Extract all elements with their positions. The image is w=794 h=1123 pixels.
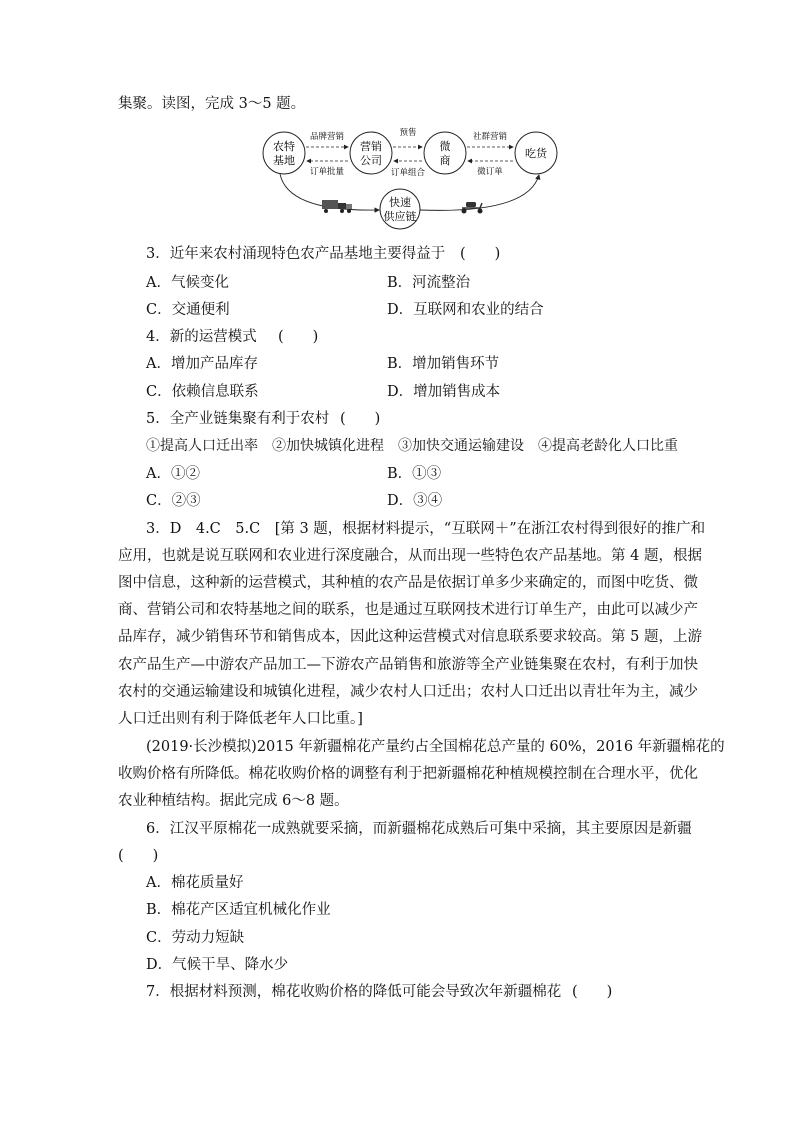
q3-option-a: A．气候变化 bbox=[146, 275, 229, 291]
answer-line-2: 应用，也就是说互联网和农业进行深度融合，从而出现一些特色农产品基地。第 4 题，根据 bbox=[118, 548, 702, 564]
edge-label-order-batch: 订单批量 bbox=[309, 167, 345, 177]
supply-chain-diagram bbox=[258, 124, 558, 230]
node-farm-base-label-2: 基地 bbox=[273, 154, 295, 167]
answer-line-4: 商、营销公司和农特基地之间的联系，也是通过互联网技术进行订单生产，由此可以减少产 bbox=[118, 602, 698, 618]
q3-option-b: B．河流整治 bbox=[387, 275, 471, 291]
edge-label-brand-marketing: 品牌营销 bbox=[309, 132, 345, 142]
q6-option-b: B．棉花产区适宜机械化作业 bbox=[146, 902, 331, 918]
material-line-2: 收购价格有所降低。棉花收购价格的调整有利于把新疆棉花种植规模控制在合理水平，优化 bbox=[118, 766, 698, 782]
q4-option-a: A．增加产品库存 bbox=[146, 356, 258, 372]
node-consumer bbox=[515, 132, 557, 174]
q6-option-d: D．气候干旱、降水少 bbox=[146, 957, 289, 973]
truck-icon bbox=[322, 200, 352, 213]
intro-text: 集聚。读图，完成 3～5 题。 bbox=[118, 96, 306, 112]
edge-label-order-combo: 订单组合 bbox=[390, 168, 426, 178]
q5-bracket: ( ) bbox=[340, 411, 381, 427]
q7-bracket: ( ) bbox=[572, 984, 613, 1000]
edge-label-presale: 预售 bbox=[399, 128, 417, 138]
edge-label-micro-order: 微订单 bbox=[477, 167, 503, 177]
q7-stem: 7．根据材料预测，棉花收购价格的降低可能会导致次年新疆棉花 bbox=[146, 984, 562, 1000]
node-consumer-label: 吃货 bbox=[525, 147, 547, 160]
node-marketing-company bbox=[350, 132, 392, 174]
node-company-label-1: 营销 bbox=[360, 140, 382, 153]
q5-items: ①提高人口迁出率 ②加快城镇化进程 ③加快交通运输建设 ④提高老龄化人口比重 bbox=[146, 438, 678, 454]
node-fast-supply-chain bbox=[380, 189, 420, 229]
q6-bracket: ( ) bbox=[118, 848, 159, 864]
q5-option-c: C．②③ bbox=[146, 493, 201, 509]
q6-option-a: A．棉花质量好 bbox=[146, 875, 244, 891]
node-supply-label-1: 快速 bbox=[389, 196, 411, 209]
node-supply-label-2: 供应链 bbox=[383, 210, 417, 223]
node-micro-label-2: 商 bbox=[439, 154, 451, 167]
node-micro-merchant bbox=[424, 132, 466, 174]
edge-supply-to-consumer bbox=[420, 175, 539, 210]
material-line-1: (2019·长沙模拟)2015 年新疆棉花产量约占全国棉花总产量的 60%，2016 年新疆棉花的 bbox=[146, 739, 725, 755]
q6-option-c: C．劳动力短缺 bbox=[146, 930, 245, 946]
node-company-label-2: 公司 bbox=[360, 154, 382, 167]
q4-stem: 4．新的运营模式 bbox=[146, 329, 257, 345]
q5-option-a: A．①② bbox=[146, 466, 200, 482]
material-line-3: 农业种植结构。据此完成 6～8 题。 bbox=[118, 793, 349, 809]
answer-line-7: 农村的交通运输建设和城镇化进程，减少农村人口迁出；农村人口迁出以青壮年为主，减少 bbox=[118, 684, 698, 700]
q4-option-c: C．依赖信息联系 bbox=[146, 384, 259, 400]
answer-line-3: 图中信息，这种新的运营模式，其种植的农产品是依据订单多少来确定的，而图中吃货、微 bbox=[118, 575, 698, 591]
answer-line-8: 人口迁出则有利于降低老年人口比重。] bbox=[118, 711, 363, 727]
edge-label-community-marketing: 社群营销 bbox=[472, 132, 508, 142]
q5-option-d: D．③④ bbox=[387, 493, 443, 509]
q3-stem-text: 3．近年来农村涌现特色农产品基地主要得益于 bbox=[146, 246, 446, 262]
answer-line-5: 品库存，减少销售环节和销售成本，因此这种运营模式对信息联系要求较高。第 5 题，上游 bbox=[118, 629, 702, 645]
q3-stem bbox=[146, 244, 445, 264]
q4-bracket: ( ) bbox=[278, 329, 319, 345]
q5-stem: 5．全产业链集聚有利于农村 bbox=[146, 411, 330, 427]
q4-option-b: B．增加销售环节 bbox=[387, 356, 500, 372]
q6-stem: 6．江汉平原棉花一成熟就要采摘，而新疆棉花成熟后可集中采摘，其主要原因是新疆 bbox=[146, 821, 692, 837]
q3-bracket: ( ) bbox=[460, 246, 501, 262]
q3-option-d: D．互联网和农业的结合 bbox=[387, 302, 544, 318]
answer-line-6: 农产品生产—中游农产品加工—下游农产品销售和旅游等全产业链集聚在农村，有利于加快 bbox=[118, 657, 698, 673]
q4-option-d: D．增加销售成本 bbox=[387, 384, 501, 400]
node-farm-base-label-1: 农特 bbox=[273, 140, 295, 153]
answer-line-1: 3．D 4.C 5.C [第 3 题，根据材料提示，“互联网＋”在浙江农村得到很好的推广和 bbox=[146, 521, 706, 537]
node-micro-label-1: 微 bbox=[439, 140, 451, 153]
q3-option-c: C．交通便利 bbox=[146, 302, 230, 318]
q5-option-b: B．①③ bbox=[387, 466, 442, 482]
scooter-icon bbox=[462, 202, 483, 214]
node-farm-base bbox=[263, 132, 305, 174]
